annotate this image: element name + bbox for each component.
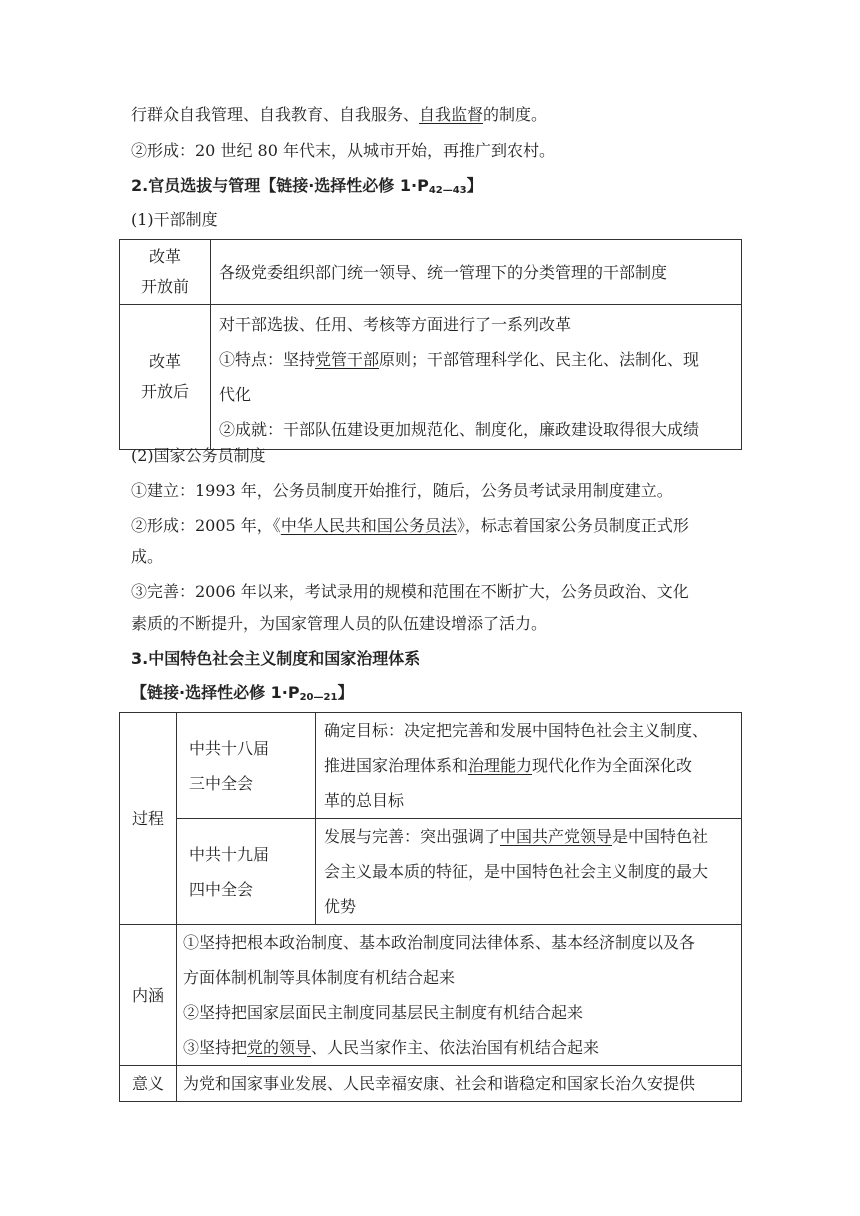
row-header-before-reform: 改革 开放前 — [120, 240, 211, 305]
session-18-3: 中共十八届 三中全会 — [177, 713, 316, 819]
session-19-4: 中共十九届 四中全会 — [177, 819, 316, 925]
paragraph-civil-formation-cont: 成。 — [131, 547, 164, 566]
paragraph-improvement-2: 素质的不断提升，为国家管理人员的队伍建设增添了活力。 — [131, 614, 548, 633]
significance-content: 为党和国家事业发展、人民幸福安康、社会和谐稳定和国家长治久安提供 — [177, 1066, 742, 1102]
cell-before-reform: 各级党委组织部门统一领导、统一管理下的分类管理的干部制度 — [211, 240, 742, 305]
cell-after-reform: 对干部选拔、任用、考核等方面进行了一系列改革 ①特点：坚持党管干部原则；干部管理科学化、民主化、法制化、现 代化 ②成就：干部队伍建设更加规范化、制度化，廉政建设取得很大成绩 — [211, 305, 742, 450]
section-heading-3: 3.中国特色社会主义制度和国家治理体系 — [131, 649, 421, 668]
table-row — [120, 819, 742, 925]
governance-system-table — [119, 712, 742, 1102]
paragraph-formation: ②形成：20 世纪 80 年代末，从城市开始，再推广到农村。 — [131, 141, 555, 160]
paragraph-self-governance: 行群众自我管理、自我教育、自我服务、自我监督的制度。 — [131, 105, 548, 124]
table-row — [120, 240, 742, 305]
table-row — [120, 713, 742, 819]
paragraph-improvement-1: ③完善：2006 年以来，考试录用的规模和范围在不断扩大，公务员政治、文化 — [131, 582, 689, 601]
subheading-civil-servant: (2)国家公务员制度 — [131, 446, 266, 465]
cadre-system-table — [119, 239, 742, 450]
table-row — [120, 1066, 742, 1102]
link-reference-3: 【链接·选择性必修 $1\cdot P_{20—21}$】 — [131, 683, 354, 703]
underlined-term: 自我监督 — [419, 105, 484, 124]
row-header-significance: 意义 — [120, 1066, 177, 1102]
row-header-process: 过程 — [120, 713, 177, 925]
connotation-content: ①坚持把根本政治制度、基本政治制度同法律体系、基本经济制度以及各 方面体制机制等具体制度有机结合起来 ②坚持把国家层面民主制度同基层民主制度有机结合起来 ③坚持把党的领导、人民当家作主、依法治国有机结合起来 — [177, 925, 742, 1066]
row-header-after-reform: 改革 开放后 — [120, 305, 211, 450]
session-19-4-content: 发展与完善：突出强调了中国共产党领导是中国特色社 会主义最本质的特征，是中国特色社会主义制度的最大 优势 — [316, 819, 742, 925]
paragraph-civil-formation: ②形成：2005 年，《中华人民共和国公务员法》，标志着国家公务员制度正式形 — [131, 516, 689, 535]
row-header-connotation: 内涵 — [120, 925, 177, 1066]
section-heading-2: 2.官员选拔与管理【链接·选择性必修 $1\cdot P_{42—43}$】 — [131, 176, 483, 196]
session-18-3-content: 确定目标：决定把完善和发展中国特色社会主义制度、 推进国家治理体系和治理能力现代化作为全面深化改 革的总目标 — [316, 713, 742, 819]
table-row — [120, 305, 742, 450]
table-row — [120, 925, 742, 1066]
paragraph-establishment: ①建立：1993 年，公务员制度开始推行，随后，公务员考试录用制度建立。 — [131, 481, 673, 500]
subheading-cadre-system: (1)干部制度 — [131, 210, 218, 229]
